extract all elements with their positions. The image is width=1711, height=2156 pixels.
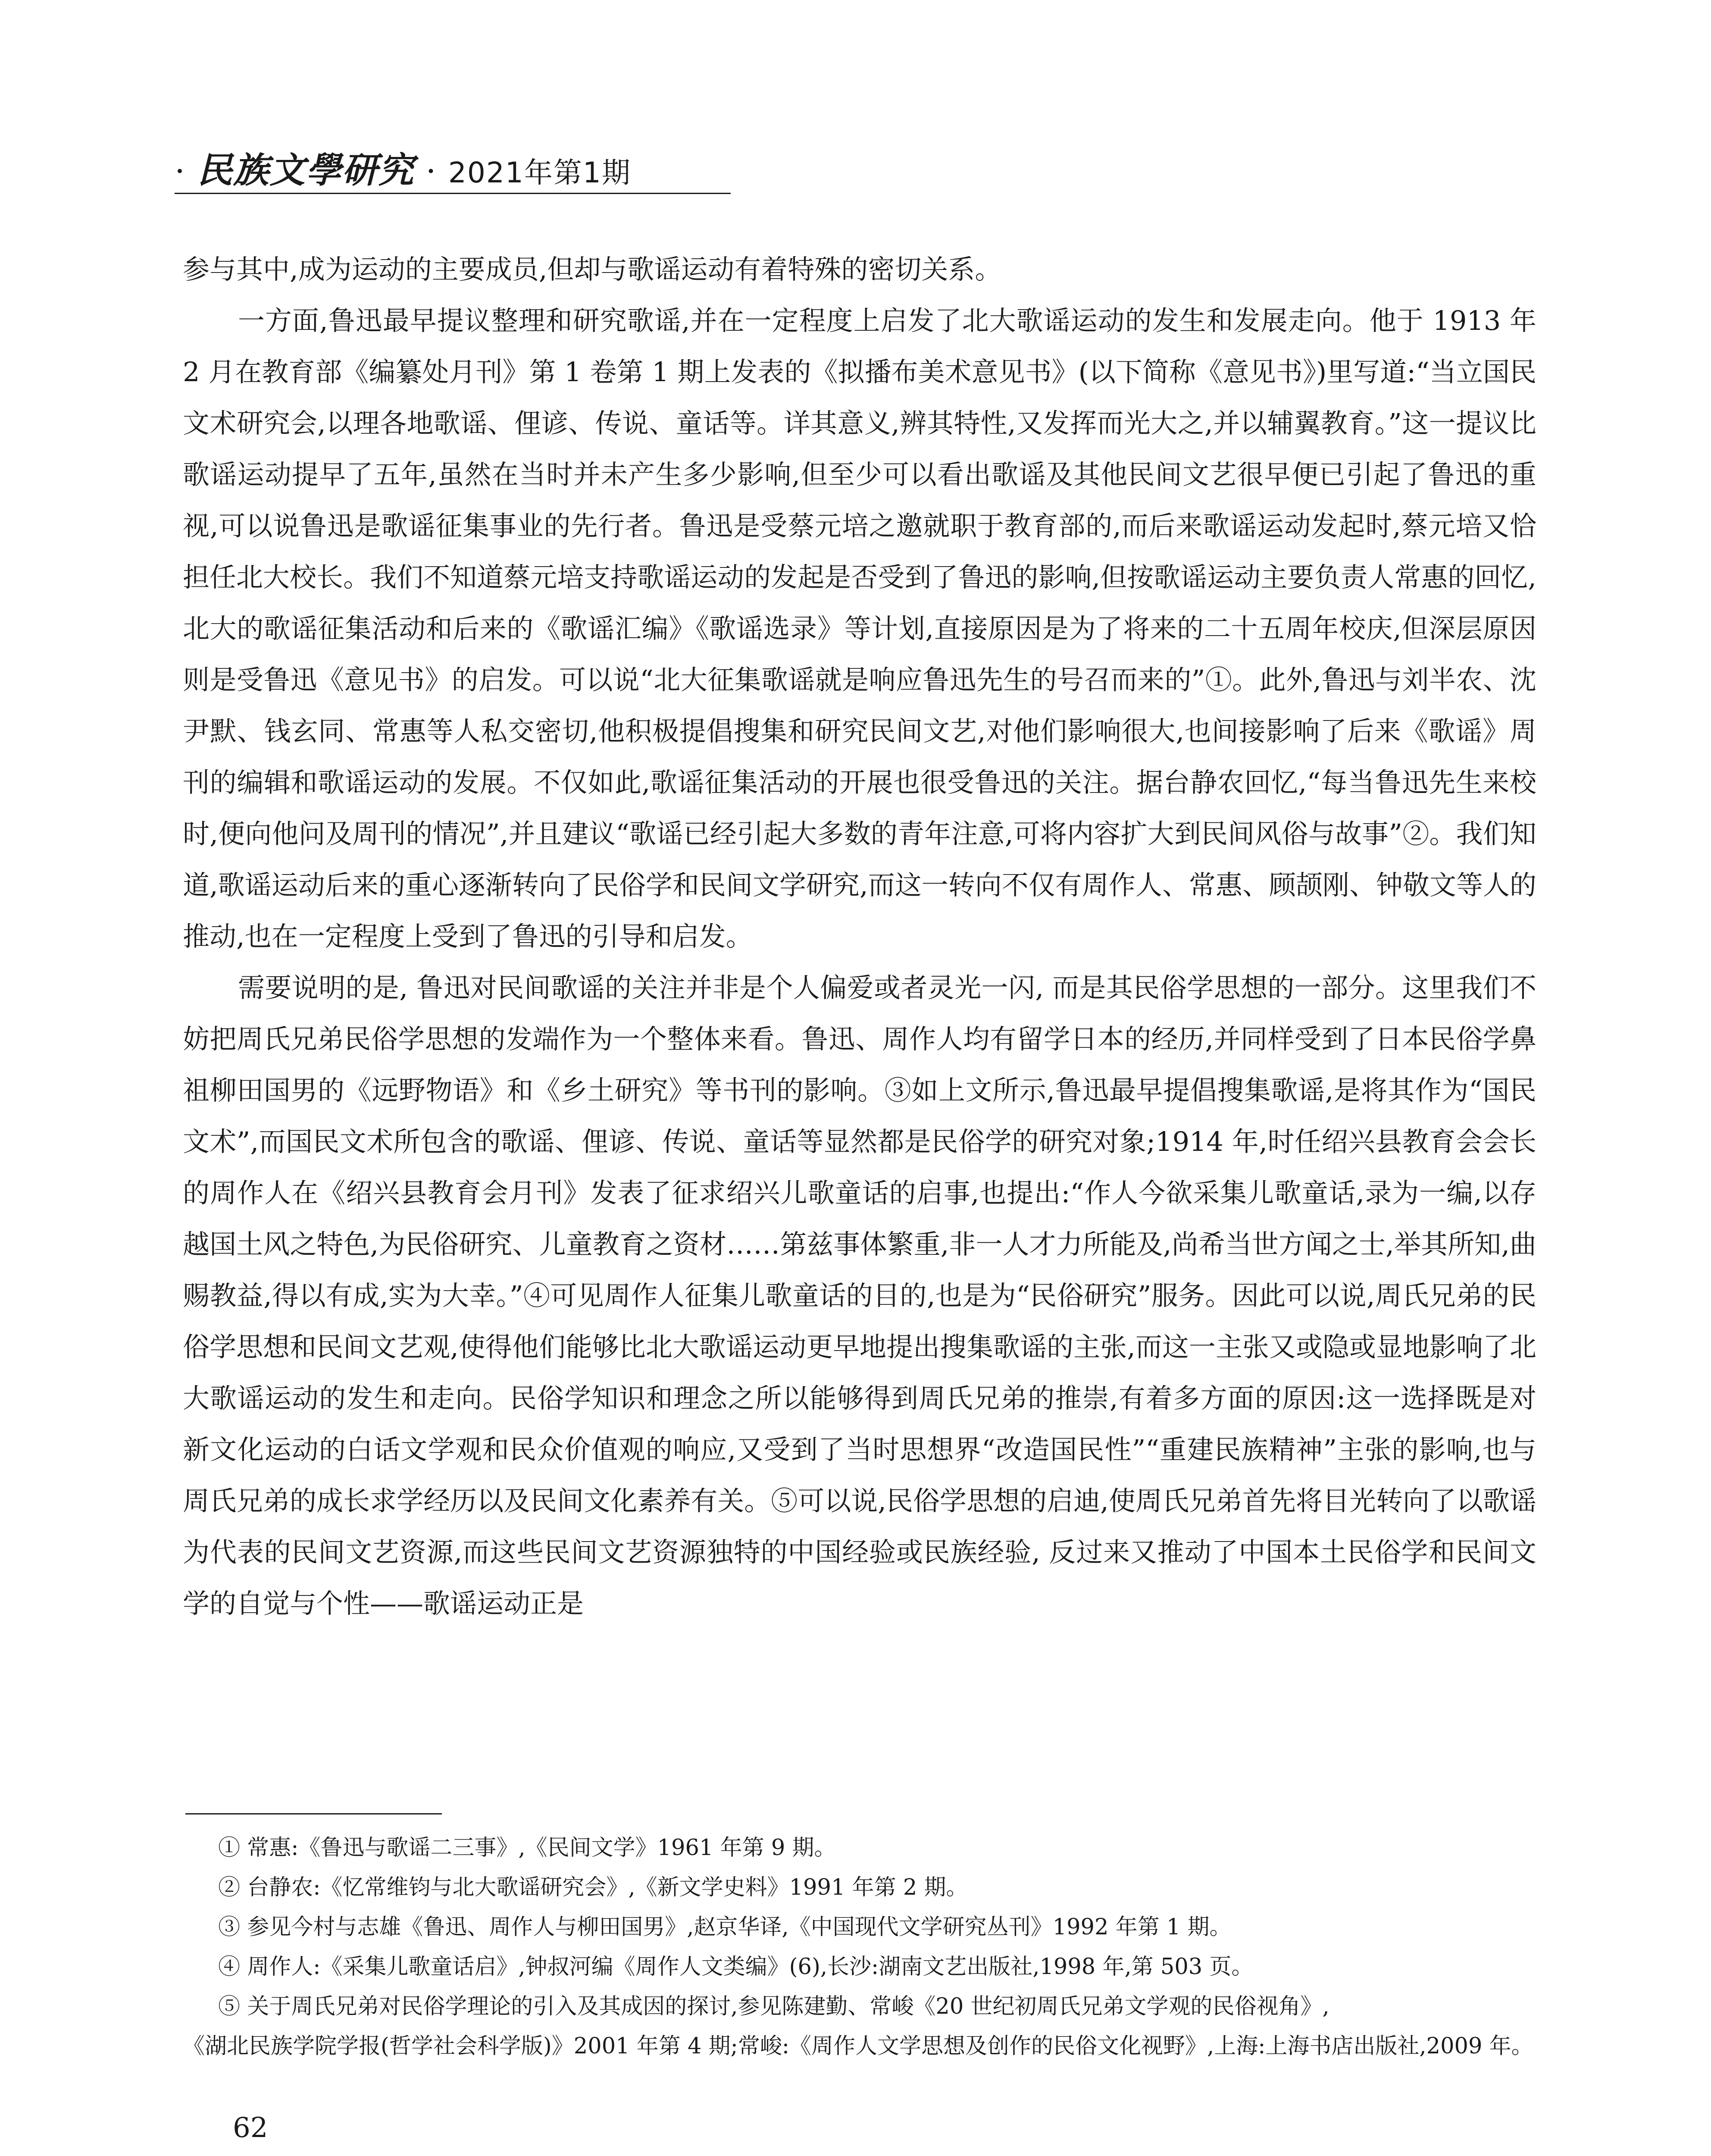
- issue-label: 2021年第1期: [448, 156, 631, 189]
- paragraph: 参与其中,成为运动的主要成员,但却与歌谣运动有着特殊的密切关系。: [183, 254, 1002, 285]
- paragraph: 一方面,鲁迅最早提议整理和研究歌谣,并在一定程度上启发了北大歌谣运动的发生和发展走向。他于 1913 年 2 月在教育部《编纂处月刊》第 1 卷第 1 期上发表的《拟播布美术意见书》(以下简称《意见书》)里写道:“当立国民文术研究会,以理各地歌谣、俚谚、传说、童话等。详其意义,辨其特性,又发挥而光大之,并以辅翼教育。”这一提议比歌谣运动提早了五年,虽然在当时并未产生多少影响,但至少可以看出歌谣及其他民间文艺很早便已引起了鲁迅的重视,可以说鲁迅是歌谣征集事业的先行者。鲁迅是受蔡元培之邀就职于教育部的,而后来歌谣运动发起时,蔡元培又恰担任北大校长。我们不知道蔡元培支持歌谣运动的发起是否受到了鲁迅的影响,但按歌谣运动主要负责人常惠的回忆,北大的歌谣征集活动和后来的《歌谣汇编》《歌谣选录》等计划,直接原因是为了将来的二十五周年校庆,但深层原因则是受鲁迅《意见书》的启发。可以说“北大征集歌谣就是响应鲁迅先生的号召而来的”①。此外,鲁迅与刘半农、沈尹默、钱玄同、常惠等人私交密切,他积极提倡搜集和研究民间文艺,对他们影响很大,也间接影响了后来《歌谣》周刊的编辑和歌谣运动的发展。不仅如此,歌谣征集活动的开展也很受鲁迅的关注。据台静农回忆,“每当鲁迅先生来校时,便向他问及周刊的情况”,并且建议“歌谣已经引起大多数的青年注意,可将内容扩大到民间风俗与故事”②。我们知道,歌谣运动后来的重心逐渐转向了民俗学和民间文学研究,而这一转向不仅有周作人、常惠、顾颉刚、钟敬文等人的推动,也在一定程度上受到了鲁迅的引导和启发。: [183, 305, 1536, 952]
- footnote-5: [183, 1987, 1536, 2066]
- footnote-rule: [185, 1813, 442, 1814]
- header-dot-mid: ·: [425, 152, 437, 190]
- footnote-5-first-line: ⑤ 关于周氏兄弟对民俗学理论的引入及其成因的探讨,参见陈建勤、常峻《20 世纪初周氏兄弟文学观的民俗视角》,: [218, 1994, 1329, 2019]
- footnotes: [183, 1828, 1536, 2066]
- running-header: [175, 147, 735, 198]
- footnote-4: ④ 周作人:《采集儿歌童话启》,钟叔河编《周作人文类编》(6),长沙:湖南文艺出版社,1998 年,第 503 页。: [218, 1954, 1254, 1980]
- paragraph: 需要说明的是, 鲁迅对民间歌谣的关注并非是个人偏爱或者灵光一闪, 而是其民俗学思想的一部分。这里我们不妨把周氏兄弟民俗学思想的发端作为一个整体来看。鲁迅、周作人均有留学日本的经历,并同样受到了日本民俗学鼻祖柳田国男的《远野物语》和《乡土研究》等书刊的影响。③如上文所示,鲁迅最早提倡搜集歌谣,是将其作为“国民文术”,而国民文术所包含的歌谣、俚谚、传说、童话等显然都是民俗学的研究对象;1914 年,时任绍兴县教育会会长的周作人在《绍兴县教育会月刊》发表了征求绍兴儿歌童话的启事,也提出:“作人今欲采集儿歌童话,录为一编,以存越国土风之特色,为民俗研究、儿童教育之资材……第兹事体繁重,非一人才力所能及,尚希当世方闻之士,举其所知,曲赐教益,得以有成,实为大幸。”④可见周作人征集儿歌童话的目的,也是为“民俗研究”服务。因此可以说,周氏兄弟的民俗学思想和民间文艺观,使得他们能够比北大歌谣运动更早地提出搜集歌谣的主张,而这一主张又或隐或显地影响了北大歌谣运动的发生和走向。民俗学知识和理念之所以能够得到周氏兄弟的推崇,有着多方面的原因:这一选择既是对新文化运动的白话文学观和民众价值观的响应,又受到了当时思想界“改造国民性”“重建民族精神”主张的影响,也与周氏兄弟的成长求学经历以及民间文化素养有关。⑤可以说,民俗学思想的启迪,使周氏兄弟首先将目光转向了以歌谣为代表的民间文艺资源,而这些民间文艺资源独特的中国经验或民族经验, 反过来又推动了中国本土民俗学和民间文学的自觉与个性——歌谣运动正是: [183, 972, 1536, 1619]
- footnote-2: ② 台静农:《忆常维钧与北大歌谣研究会》,《新文学史料》1991 年第 2 期。: [218, 1875, 968, 1900]
- header-rule: [175, 193, 731, 194]
- footnote-3: ③ 参见今村与志雄《鲁迅、周作人与柳田国男》,赵京华译,《中国现代文学研究丛刊》1992 年第 1 期。: [218, 1915, 1232, 1940]
- footnote-1: ① 常惠:《鲁迅与歌谣二三事》,《民间文学》1961 年第 9 期。: [218, 1835, 836, 1861]
- header-dot-left: ·: [175, 152, 186, 190]
- page-number: 62: [233, 2112, 268, 2144]
- footnote-5-continuation: 《湖北民族学院学报(哲学社会科学版)》2001 年第 4 期;常峻:《周作人文学思想及创作的民俗文化视野》,上海:上海书店出版社,2009 年。: [183, 2034, 1533, 2059]
- body-text: [183, 244, 1536, 1629]
- header-title: [175, 147, 631, 197]
- journal-name: 民族文學研究: [197, 150, 415, 191]
